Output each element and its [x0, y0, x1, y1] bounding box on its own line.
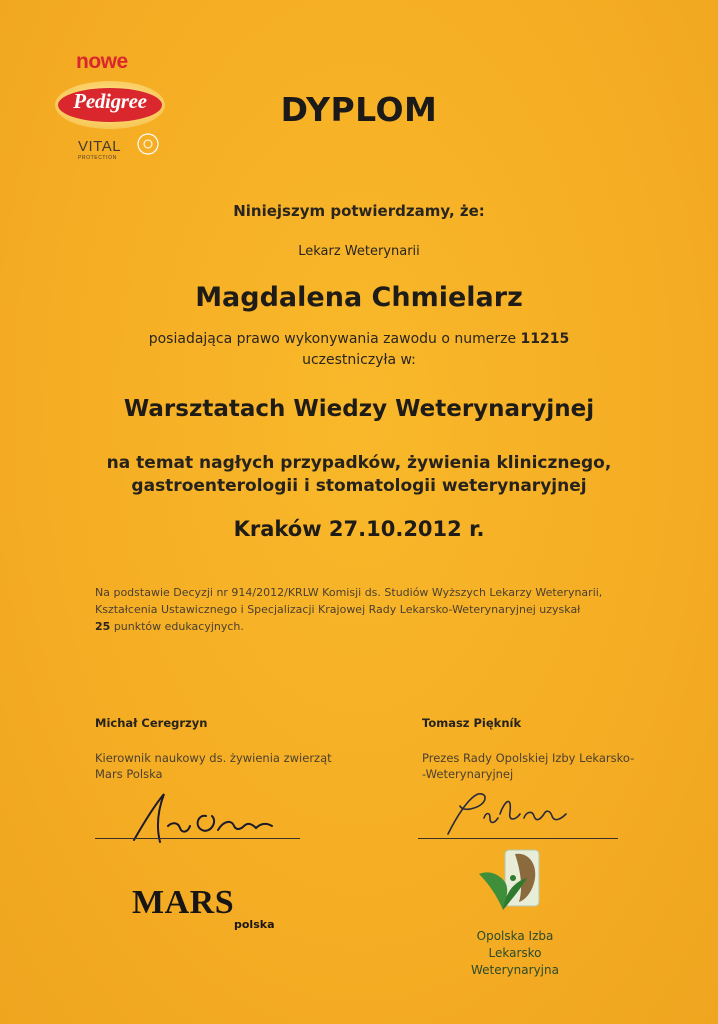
veterinary-chamber-name [455, 928, 575, 979]
topic-line-2: gastroenterologii i stomatologii weterynaryjnej [131, 476, 587, 496]
place-date: Kraków 27.10.2012 r. [233, 517, 485, 541]
left-role-line-1: Kierownik naukowy ds. żywienia zwierząt [95, 751, 332, 765]
topic-line-1: na temat nagłych przypadków, żywienia klinicznego, [106, 453, 612, 473]
license-number: 11215 [520, 331, 570, 347]
right-role-line-2: -Weterynaryjnej [422, 767, 514, 781]
left-signatory-name: Michał Ceregrzyn [95, 716, 208, 730]
right-role-line-1: Prezes Rady Opolskiej Izby Lekarsko- [422, 751, 635, 765]
right-signatory-name: Tomasz Piękník [422, 716, 522, 730]
intro-text: Niniejszym potwierdzamy, że: [233, 202, 485, 220]
right-signatory-role [422, 750, 634, 782]
decision-line-2: Kształcenia Ustawicznego i Specjalizacji Krajowej Rady Lekarsko-Weterynaryjnej uzyskał [95, 603, 581, 616]
mars-subtitle: polska [234, 918, 275, 931]
protection-text: PROTECTION [78, 155, 117, 161]
right-signature-line [418, 838, 618, 839]
participated-text: uczestniczyła w: [302, 352, 416, 368]
logo-new-badge: nowe [76, 50, 128, 73]
workshop-name: Warsztatach Wiedzy Weterynaryjnej [123, 396, 595, 422]
left-role-line-2: Mars Polska [95, 767, 163, 781]
points-value: 25 [95, 620, 111, 633]
license-line [0, 331, 718, 347]
license-text: posiadająca prawo wykonywania zawodu o numerze [148, 331, 517, 347]
decision-line-3 [95, 618, 675, 635]
topic-text [0, 452, 718, 498]
decision-line-1: Na podstawie Decyzji nr 914/2012/KRLW Komisji ds. Studiów Wyższych Lekarzy Weterynarii, [95, 586, 603, 599]
vital-text: VITAL [78, 138, 122, 155]
shield-icon [136, 132, 160, 156]
decision-paragraph [95, 584, 675, 635]
chamber-name-line-1: Opolska Izba [476, 929, 554, 943]
left-signatory-role [95, 750, 332, 782]
veterinary-chamber-logo-icon [475, 848, 547, 926]
diploma-title: DYPLOM [280, 90, 438, 129]
chamber-name-line-2: Lekarsko [488, 946, 542, 960]
pedigree-brand-text: Pedigree [73, 89, 147, 113]
recipient-name: Magdalena Chmielarz [195, 282, 523, 313]
points-suffix: punktów edukacyjnych. [113, 620, 244, 633]
left-signature-line [95, 838, 300, 839]
profession-text: Lekarz Weterynarii [298, 244, 420, 259]
right-signature [438, 788, 578, 840]
mars-logo: MARS [132, 884, 235, 921]
chamber-name-line-3: Weterynaryjna [471, 963, 559, 977]
